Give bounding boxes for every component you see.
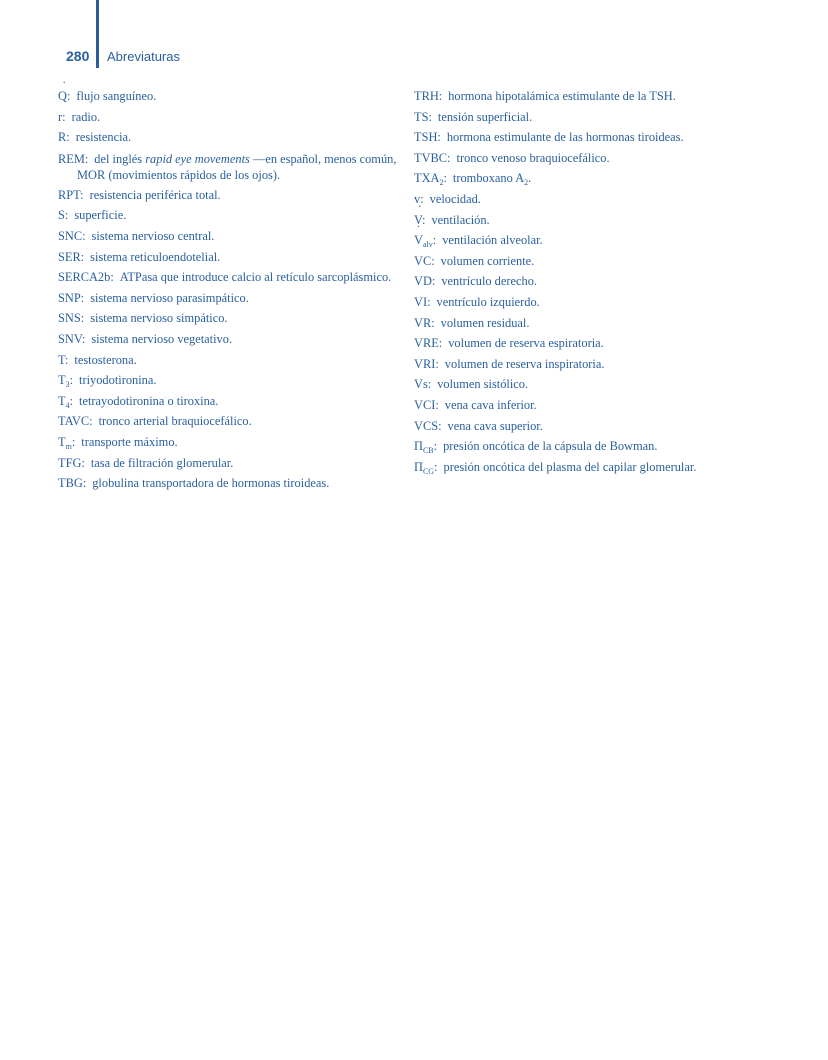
- abbreviation-entry: [414, 230, 744, 251]
- abbreviation-entry: [414, 148, 744, 169]
- abbreviation-term: SNS:: [58, 311, 85, 326]
- abbreviation-entry: [58, 267, 406, 288]
- abbreviation-entry: [414, 271, 744, 292]
- abbreviation-definition: testosterona.: [74, 352, 137, 367]
- abbreviation-entry: [414, 127, 744, 148]
- abbreviation-entry: [58, 288, 406, 309]
- abbreviation-definition: volumen sistólico.: [437, 377, 529, 392]
- abbreviation-term: TSH:: [414, 130, 441, 145]
- abbreviation-entry: [414, 210, 744, 231]
- abbreviation-term: $TXA_2$:: [414, 171, 447, 188]
- abbreviation-definition: sistema nervioso vegetativo.: [91, 331, 233, 346]
- abbreviation-entry: [58, 151, 406, 183]
- abbreviation-column-left: [58, 86, 406, 494]
- abbreviation-definition: tromboxano $A_2$.: [452, 171, 532, 188]
- abbreviation-definition: transporte máximo.: [81, 434, 178, 449]
- abbreviation-entry: [414, 292, 744, 313]
- page-number: 280: [66, 48, 90, 64]
- abbreviation-term: ˙ V:: [414, 213, 425, 227]
- abbreviation-term: VR:: [414, 315, 435, 330]
- abbreviation-entry: [58, 308, 406, 329]
- abbreviation-term: SER:: [58, 249, 85, 264]
- abbreviation-definition: tronco venoso braquiocefálico.: [456, 150, 610, 165]
- abbreviation-entry: [58, 127, 406, 148]
- abbreviation-term: R:: [58, 130, 70, 145]
- abbreviation-term: VCS:: [414, 418, 442, 433]
- abbreviation-entry: [414, 168, 744, 189]
- abbreviation-definition: sistema nervioso parasimpático.: [90, 290, 249, 305]
- abbreviation-term: VC:: [414, 253, 435, 268]
- abbreviation-entry: [414, 354, 744, 375]
- abbreviation-term: SNC:: [58, 228, 86, 243]
- abbreviation-term: TS:: [414, 109, 432, 124]
- abbreviation-definition: presión oncótica de la cápsula de Bowman.: [443, 439, 658, 454]
- abbreviation-term: TRH:: [414, 89, 443, 103]
- abbreviation-entry: [414, 436, 744, 457]
- abbreviation-term: VRE:: [414, 336, 443, 351]
- abbreviation-entry: [58, 185, 406, 206]
- abbreviation-entry: [58, 247, 406, 268]
- abbreviation-definition: globulina transportadora de hormonas tiroideas.: [92, 476, 330, 491]
- abbreviation-definition: volumen de reserva espiratoria.: [448, 336, 604, 351]
- abbreviation-term: VRI:: [414, 356, 439, 371]
- abbreviation-definition: resistencia.: [75, 130, 132, 145]
- abbreviation-definition: volumen de reserva inspiratoria.: [444, 356, 605, 371]
- abbreviation-definition: ventilación alveolar.: [442, 233, 543, 248]
- abbreviation-term: SNP:: [58, 290, 85, 305]
- abbreviation-term: SNV:: [58, 331, 86, 346]
- abbreviation-term: Vs:: [414, 377, 432, 392]
- abbreviation-entry: [58, 391, 406, 412]
- abbreviation-term: $T_3$:: [58, 373, 74, 390]
- abbreviation-entry: [58, 86, 406, 107]
- abbreviation-definition: presión oncótica del plasma del capilar glomerular.: [443, 459, 697, 474]
- abbreviation-term: VD:: [414, 274, 436, 289]
- abbreviation-definition: radio.: [71, 109, 101, 124]
- abbreviation-entry: [58, 432, 406, 453]
- abbreviation-term: VI:: [414, 294, 431, 309]
- abbreviation-term: SERCA2b:: [58, 270, 114, 285]
- abbreviation-entry: [58, 370, 406, 391]
- abbreviation-entry: [58, 453, 406, 474]
- abbreviation-definition: del inglés rapid eye movements —en español, menos común, MOR (movimientos rápidos de los ojos).: [77, 151, 397, 182]
- abbreviation-term: REM:: [58, 151, 89, 166]
- abbreviation-entry: [414, 416, 744, 437]
- abbreviation-term: v:: [414, 191, 424, 206]
- abbreviation-definition: tasa de filtración glomerular.: [90, 455, 234, 470]
- abbreviation-term: r:: [58, 109, 66, 124]
- abbreviation-entry: [58, 107, 406, 128]
- abbreviation-term: $T_m$:: [58, 434, 76, 451]
- abbreviation-entry: [58, 411, 406, 432]
- abbreviation-term: VCI:: [414, 397, 439, 412]
- abbreviation-entry: [58, 329, 406, 350]
- abbreviation-definition: vena cava superior.: [447, 418, 543, 433]
- abbreviation-column-right: [414, 86, 744, 477]
- abbreviation-term: TAVC:: [58, 414, 93, 429]
- abbreviation-definition: sistema nervioso simpático.: [90, 311, 228, 326]
- abbreviation-definition: ATPasa que introduce calcio al retículo sarcoplásmico.: [119, 270, 392, 285]
- abbreviation-term: TVBC:: [414, 150, 451, 165]
- abbreviation-term: TFG:: [58, 455, 85, 470]
- abbreviation-term: RPT:: [58, 187, 84, 202]
- abbreviation-term: $\Pi_{CB}$:: [414, 439, 438, 456]
- abbreviation-definition: hormona estimulante de las hormonas tiroideas.: [446, 130, 684, 145]
- abbreviation-term: TBG:: [58, 476, 87, 491]
- abbreviation-entry: [414, 457, 744, 478]
- abbreviation-term: S:: [58, 208, 69, 223]
- abbreviation-definition: tetrayodotironina o tiroxina.: [79, 393, 219, 408]
- abbreviation-definition: sistema nervioso central.: [91, 228, 215, 243]
- abbreviation-entry: [414, 395, 744, 416]
- abbreviation-definition: hormona hipotalámica estimulante de la TSH.: [448, 89, 676, 103]
- abbreviation-entry: [58, 226, 406, 247]
- abbreviation-definition: volumen residual.: [440, 315, 530, 330]
- abbreviation-entry: [414, 86, 744, 107]
- abbreviation-definition: superficie.: [74, 208, 127, 223]
- abbreviation-entry: [414, 333, 744, 354]
- abbreviation-definition: ventrículo derecho.: [441, 274, 537, 289]
- header-rule: [96, 0, 99, 68]
- abbreviation-definition: velocidad.: [429, 191, 481, 206]
- abbreviation-entry: [414, 251, 744, 272]
- abbreviation-entry: [414, 313, 744, 334]
- abbreviation-entry: [58, 205, 406, 226]
- abbreviation-definition: ventrículo izquierdo.: [436, 294, 540, 309]
- abbreviation-entry: [414, 374, 744, 395]
- abbreviation-definition: volumen corriente.: [440, 253, 535, 268]
- abbreviation-term: $\Pi_{CG}$:: [414, 459, 438, 476]
- abbreviation-term: $T_4$:: [58, 393, 74, 410]
- abbreviation-definition: sistema reticuloendotelial.: [90, 249, 221, 264]
- abbreviation-term: ˙ $V_{alv}$:: [414, 233, 436, 247]
- abbreviation-definition: tronco arterial braquiocefálico.: [98, 414, 252, 429]
- abbreviation-term: ˙ Q:: [58, 89, 70, 103]
- abbreviation-definition: tensión superficial.: [437, 109, 533, 124]
- abbreviation-definition: resistencia periférica total.: [89, 187, 221, 202]
- abbreviation-definition: vena cava inferior.: [444, 397, 537, 412]
- abbreviation-entry: [58, 350, 406, 371]
- abbreviation-definition: triyodotironina.: [79, 373, 157, 388]
- running-head: Abreviaturas: [107, 49, 180, 64]
- abbreviation-entry: [58, 473, 406, 494]
- abbreviation-definition: ventilación.: [431, 212, 490, 227]
- abbreviation-term: T:: [58, 352, 69, 367]
- abbreviation-entry: [414, 107, 744, 128]
- abbreviation-definition: flujo sanguíneo.: [76, 89, 157, 103]
- abbreviation-entry: [414, 189, 744, 210]
